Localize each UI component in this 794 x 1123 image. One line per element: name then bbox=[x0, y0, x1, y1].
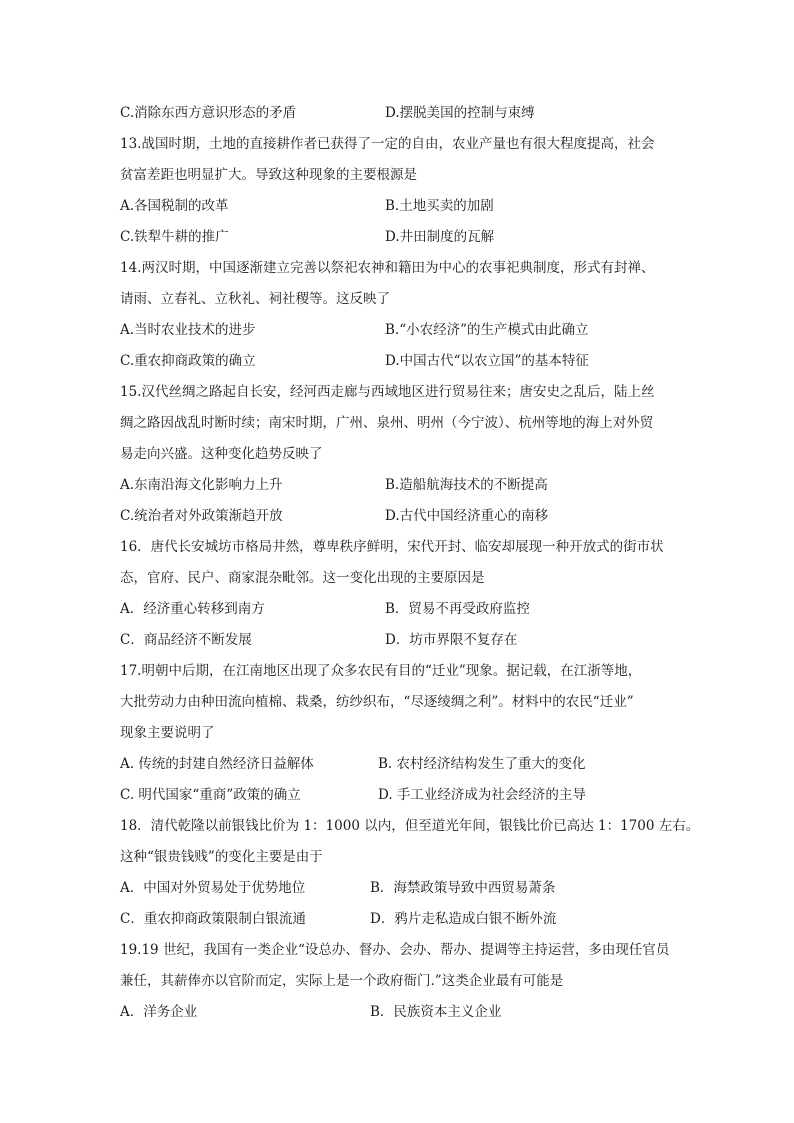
exam-page bbox=[120, 98, 700, 1028]
q18-stem-line-2: 这种“银贵钱贱”的变化主要是由于 bbox=[120, 849, 323, 865]
q19-options-row-1 bbox=[120, 997, 680, 1028]
q17-option-a[interactable]: A. 传统的封建自然经济日益解体 bbox=[120, 756, 314, 772]
q14-options-row-1 bbox=[120, 315, 680, 346]
q15-stem-line-3: 易走向兴盛。这种变化趋势反映了 bbox=[120, 446, 323, 462]
q12-options-row-1 bbox=[120, 98, 680, 129]
q18-option-b[interactable]: B．海禁政策导致中西贸易萧条 bbox=[370, 880, 556, 896]
q15-option-a[interactable]: A.东南沿海文化影响力上升 bbox=[120, 477, 283, 493]
q19-option-b[interactable]: B．民族资本主义企业 bbox=[370, 1004, 502, 1020]
q18-option-c[interactable]: C．重农抑商政策限制白银流通 bbox=[120, 911, 306, 927]
q18-options-row-2 bbox=[120, 904, 680, 935]
q16-option-a[interactable]: A．经济重心转移到南方 bbox=[120, 601, 265, 617]
q15-stem-line-1: 15.汉代丝绸之路起自长安，经河西走廊与西域地区进行贸易往来；唐安史之乱后，陆上丝 bbox=[120, 384, 655, 400]
q19-option-a[interactable]: A．洋务企业 bbox=[120, 1004, 198, 1020]
q13-option-b[interactable]: B.土地买卖的加剧 bbox=[385, 198, 494, 214]
q13-stem-line-2: 贫富差距也明显扩大。导致这种现象的主要根源是 bbox=[120, 167, 417, 183]
q14-stem-line-2: 请雨、立春礼、立秋礼、祠社稷等。这反映了 bbox=[120, 291, 390, 307]
q17-stem-line-2: 大批劳动力由种田流向植棉、栽桑，纺纱织布，“尽逐绫绸之利”。材料中的农民“迁业” bbox=[120, 694, 634, 710]
q12-option-c[interactable]: C.消除东西方意识形态的矛盾 bbox=[120, 105, 297, 121]
q13-stem-line-1: 13.战国时期，土地的直接耕作者已获得了一定的自由，农业产量也有很大程度提高，社会 bbox=[120, 136, 655, 152]
q12-option-d[interactable]: D.摆脱美国的控制与束缚 bbox=[385, 105, 535, 121]
q14-option-a[interactable]: A.当时农业技术的进步 bbox=[120, 322, 256, 338]
q17-options-row-2 bbox=[120, 780, 680, 811]
q14-stem-line-1: 14.两汉时期，中国逐渐建立完善以祭祀农神和籍田为中心的农事祀典制度，形式有封禅、 bbox=[120, 260, 655, 276]
q19-stem-line-2: 兼任，其薪俸亦以官阶而定，实际上是一个政府衙门.”这类企业最有可能是 bbox=[120, 973, 564, 989]
q17-stem-line-1: 17.明朝中后期，在江南地区出现了众多农民有目的“迁业”现象。据记载，在江浙等地， bbox=[120, 663, 642, 679]
q13-option-d[interactable]: D.井田制度的瓦解 bbox=[385, 229, 495, 245]
q18-option-d[interactable]: D．鸦片走私造成白银不断外流 bbox=[370, 911, 557, 927]
q13-option-c[interactable]: C.铁犁牛耕的推广 bbox=[120, 229, 229, 245]
q16-option-c[interactable]: C．商品经济不断发展 bbox=[120, 632, 252, 648]
q16-option-b[interactable]: B．贸易不再受政府监控 bbox=[385, 601, 530, 617]
q15-option-b[interactable]: B.造船航海技术的不断提高 bbox=[385, 477, 548, 493]
q13-options-row-1 bbox=[120, 191, 680, 222]
q15-option-d[interactable]: D.古代中国经济重心的南移 bbox=[385, 508, 549, 524]
q16-options-row-2 bbox=[120, 625, 680, 656]
q14-options-row-2 bbox=[120, 346, 680, 377]
q15-options-row-1 bbox=[120, 470, 680, 501]
q14-option-b[interactable]: B.“小农经济”的生产模式由此确立 bbox=[385, 322, 589, 338]
q14-option-c[interactable]: C.重农抑商政策的确立 bbox=[120, 353, 256, 369]
q15-options-row-2 bbox=[120, 501, 680, 532]
q14-option-d[interactable]: D.中国古代“以农立国”的基本特征 bbox=[385, 353, 589, 369]
q13-option-a[interactable]: A.各国税制的改革 bbox=[120, 198, 229, 214]
q17-option-c[interactable]: C. 明代国家“重商”政策的确立 bbox=[120, 787, 301, 803]
q13-options-row-2 bbox=[120, 222, 680, 253]
q18-options-row-1 bbox=[120, 873, 680, 904]
q18-stem-line-1: 18．清代乾隆以前银钱比价为 1：1000 以内，但至道光年间，银钱比价已高达 1：1700 左右。 bbox=[120, 818, 700, 834]
q17-option-d[interactable]: D. 手工业经济成为社会经济的主导 bbox=[378, 787, 586, 803]
q16-options-row-1 bbox=[120, 594, 680, 625]
q17-stem-line-3: 现象主要说明了 bbox=[120, 725, 215, 741]
q16-stem-line-2: 态，官府、民户、商家混杂毗邻。这一变化出现的主要原因是 bbox=[120, 570, 485, 586]
q17-option-b[interactable]: B. 农村经济结构发生了重大的变化 bbox=[378, 756, 586, 772]
q18-option-a[interactable]: A．中国对外贸易处于优势地位 bbox=[120, 880, 306, 896]
q19-stem-line-1: 19.19 世纪，我国有一类企业“设总办、督办、会办、帮办、提调等主持运营，多由现任官员 bbox=[120, 942, 670, 958]
q16-stem-line-1: 16．唐代长安城坊市格局井然，尊卑秩序鲜明，宋代开封、临安却展现一种开放式的街市状 bbox=[120, 539, 664, 555]
q15-option-c[interactable]: C.统治者对外政策渐趋开放 bbox=[120, 508, 283, 524]
q15-stem-line-2: 绸之路因战乱时断时续；南宋时期，广州、泉州、明州（今宁波）、杭州等地的海上对外贸 bbox=[120, 415, 654, 431]
q17-options-row-1 bbox=[120, 749, 680, 780]
q16-option-d[interactable]: D．坊市界限不复存在 bbox=[385, 632, 518, 648]
